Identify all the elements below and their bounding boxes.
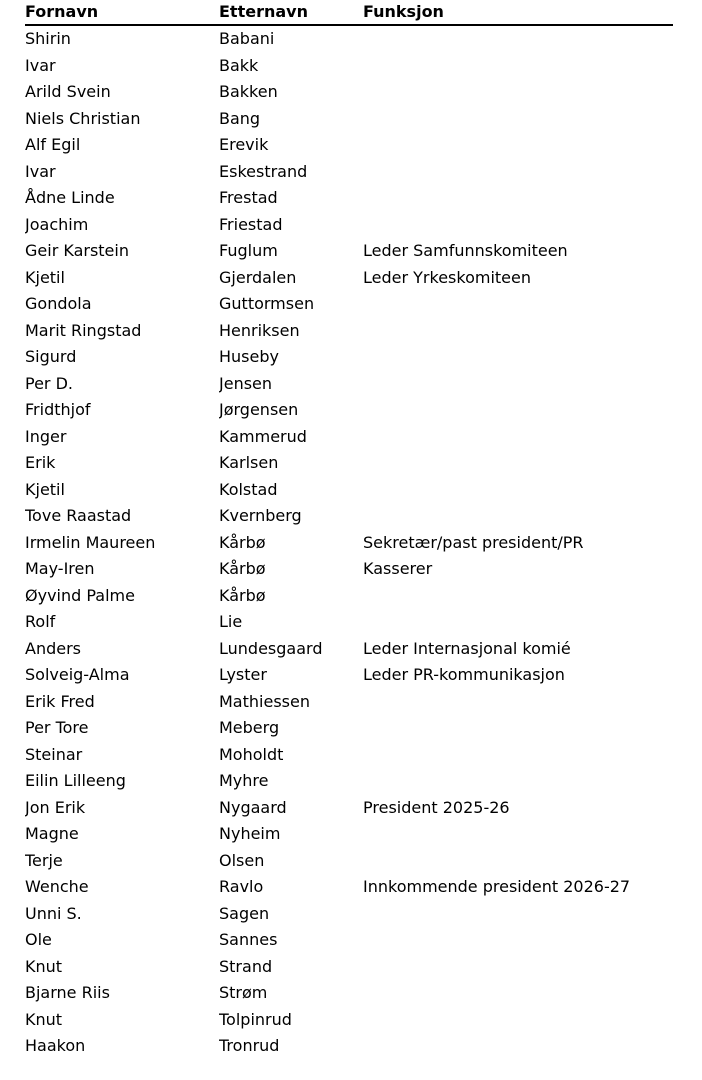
table-row [25, 530, 673, 557]
first-name-cell: Erik [25, 453, 56, 472]
last-name-cell: Guttormsen [219, 294, 315, 313]
first-name-cell: Wenche [25, 877, 89, 896]
table-row [25, 344, 673, 371]
function-cell [363, 583, 673, 610]
table-row [25, 1007, 673, 1034]
function-cell: Leder PR-kommunikasjon [363, 665, 565, 684]
last-name-cell: Lundesgaard [219, 638, 323, 658]
first-name-cell: Irmelin Maureen [25, 532, 156, 552]
table-row [25, 662, 673, 689]
function-cell [363, 980, 673, 1007]
last-name-cell: Tolpinrud [219, 1009, 292, 1029]
last-name-cell: Nyheim [219, 824, 281, 843]
first-name-cell: Kjetil [25, 479, 65, 499]
table-row [25, 53, 673, 80]
member-table [25, 0, 673, 1060]
table-row [25, 212, 673, 239]
table-row [25, 503, 673, 530]
header-row [25, 0, 673, 25]
function-cell [363, 1007, 673, 1034]
table-row [25, 556, 673, 583]
first-name-cell: Sigurd [25, 347, 77, 366]
table-row [25, 371, 673, 398]
last-name-cell: Huseby [219, 347, 279, 366]
function-cell [363, 609, 673, 636]
first-name-cell: Knut [25, 956, 63, 976]
function-cell [363, 132, 673, 159]
function-cell [363, 503, 673, 530]
table-header [25, 0, 673, 25]
last-name-cell: Ravlo [219, 877, 264, 896]
table-row [25, 795, 673, 822]
first-name-cell: Joachim [25, 214, 89, 234]
first-name-cell: Arild Svein [25, 82, 111, 101]
table-row [25, 583, 673, 610]
last-name-cell: Eskestrand [219, 161, 308, 181]
table-row [25, 954, 673, 981]
function-cell [363, 344, 673, 371]
first-name-cell: Niels Christian [25, 108, 141, 128]
table-row [25, 450, 673, 477]
last-name-cell: Kårbø [219, 532, 266, 552]
last-name-cell: Strand [219, 956, 273, 976]
first-name-cell: Unni S. [25, 903, 82, 923]
last-name-cell: Erevik [219, 135, 269, 154]
table-row [25, 106, 673, 133]
last-name-cell: Mathiessen [219, 691, 310, 711]
function-cell [363, 1033, 673, 1060]
function-cell [363, 848, 673, 875]
table-row [25, 768, 673, 795]
last-name-cell: Kolstad [219, 479, 278, 499]
table-row [25, 1033, 673, 1060]
function-cell [363, 821, 673, 848]
first-name-cell: Anders [25, 638, 81, 658]
first-name-cell: Marit Ringstad [25, 320, 142, 340]
last-name-cell: Moholdt [219, 744, 284, 764]
last-name-cell: Kårbø [219, 559, 266, 578]
header-last-name: Etternavn [219, 0, 363, 25]
last-name-cell: Myhre [219, 771, 269, 790]
first-name-cell: Haakon [25, 1036, 86, 1055]
table-row [25, 424, 673, 451]
last-name-cell: Jørgensen [219, 400, 299, 419]
function-cell [363, 291, 673, 318]
last-name-cell: Bakken [219, 82, 278, 101]
last-name-cell: Nygaard [219, 797, 287, 817]
table-row [25, 238, 673, 265]
function-cell: Leder Yrkeskomiteen [363, 267, 531, 287]
first-name-cell: Gondola [25, 294, 92, 313]
table-row [25, 159, 673, 186]
function-cell: Innkommende president 2026-27 [363, 877, 631, 896]
table-row [25, 901, 673, 928]
table-row [25, 25, 673, 53]
function-cell: Leder Internasjonal komié [363, 638, 571, 658]
table-row [25, 318, 673, 345]
table-row [25, 821, 673, 848]
last-name-cell: Strøm [219, 983, 268, 1002]
last-name-cell: Sannes [219, 930, 278, 949]
function-cell [363, 477, 673, 504]
function-cell [363, 371, 673, 398]
first-name-cell: Alf Egil [25, 135, 81, 154]
function-cell [363, 424, 673, 451]
first-name-cell: Geir Karstein [25, 241, 129, 260]
last-name-cell: Fuglum [219, 241, 278, 260]
last-name-cell: Gjerdalen [219, 267, 297, 287]
first-name-cell: Bjarne Riis [25, 983, 110, 1002]
table-row [25, 848, 673, 875]
first-name-cell: Erik Fred [25, 691, 95, 711]
function-cell [363, 53, 673, 80]
first-name-cell: Inger [25, 426, 67, 446]
table-row [25, 689, 673, 716]
function-cell [363, 768, 673, 795]
last-name-cell: Sagen [219, 903, 270, 923]
table-row [25, 609, 673, 636]
function-cell [363, 742, 673, 769]
first-name-cell: Tove Raastad [25, 506, 132, 525]
last-name-cell: Frestad [219, 188, 278, 207]
header-function: Funksjon [363, 0, 673, 25]
first-name-cell: Rolf [25, 612, 56, 631]
last-name-cell: Karlsen [219, 453, 279, 472]
function-cell [363, 954, 673, 981]
table-row [25, 927, 673, 954]
table-row [25, 185, 673, 212]
first-name-cell: Kjetil [25, 267, 65, 287]
first-name-cell: Fridthjof [25, 400, 91, 419]
table-row [25, 477, 673, 504]
first-name-cell: Shirin [25, 29, 71, 48]
function-cell [363, 79, 673, 106]
first-name-cell: Ivar [25, 55, 56, 75]
first-name-cell: Per Tore [25, 718, 89, 737]
function-cell [363, 901, 673, 928]
last-name-cell: Kammerud [219, 426, 307, 446]
function-cell: Kasserer [363, 559, 433, 578]
first-name-cell: Ivar [25, 161, 56, 181]
last-name-cell: Olsen [219, 850, 265, 870]
table-row [25, 132, 673, 159]
header-first-name: Fornavn [25, 0, 219, 25]
first-name-cell: Eilin Lilleeng [25, 771, 126, 790]
function-cell [363, 185, 673, 212]
last-name-cell: Friestad [219, 214, 283, 234]
first-name-cell: Terje [25, 850, 63, 870]
table-body [25, 25, 673, 1060]
table-row [25, 291, 673, 318]
function-cell [363, 715, 673, 742]
table-row [25, 742, 673, 769]
function-cell: Leder Samfunnskomiteen [363, 241, 568, 260]
first-name-cell: Solveig-Alma [25, 665, 130, 684]
last-name-cell: Lyster [219, 665, 267, 684]
last-name-cell: Bang [219, 108, 261, 128]
last-name-cell: Bakk [219, 55, 259, 75]
table-row [25, 79, 673, 106]
function-cell [363, 927, 673, 954]
first-name-cell: Øyvind Palme [25, 585, 135, 605]
table-row [25, 636, 673, 663]
first-name-cell: Ådne Linde [25, 188, 115, 207]
function-cell [363, 159, 673, 186]
table-row [25, 397, 673, 424]
first-name-cell: Ole [25, 930, 52, 949]
function-cell [363, 318, 673, 345]
first-name-cell: Magne [25, 824, 79, 843]
first-name-cell: Jon Erik [25, 797, 86, 817]
first-name-cell: Knut [25, 1009, 63, 1029]
last-name-cell: Tronrud [219, 1036, 280, 1055]
last-name-cell: Meberg [219, 718, 280, 737]
last-name-cell: Babani [219, 29, 275, 48]
function-cell: Sekretær/past president/PR [363, 532, 584, 552]
last-name-cell: Kvernberg [219, 506, 302, 525]
function-cell [363, 689, 673, 716]
last-name-cell: Jensen [219, 373, 273, 393]
table-row [25, 874, 673, 901]
function-cell [363, 106, 673, 133]
function-cell [363, 397, 673, 424]
function-cell [363, 212, 673, 239]
table-row [25, 715, 673, 742]
last-name-cell: Kårbø [219, 585, 266, 605]
last-name-cell: Lie [219, 612, 243, 631]
table-row [25, 265, 673, 292]
function-cell: President 2025-26 [363, 797, 510, 817]
first-name-cell: Steinar [25, 744, 83, 764]
last-name-cell: Henriksen [219, 320, 300, 340]
function-cell [363, 25, 673, 53]
first-name-cell: Per D. [25, 373, 73, 393]
first-name-cell: May-Iren [25, 559, 95, 578]
table-row [25, 980, 673, 1007]
function-cell [363, 450, 673, 477]
